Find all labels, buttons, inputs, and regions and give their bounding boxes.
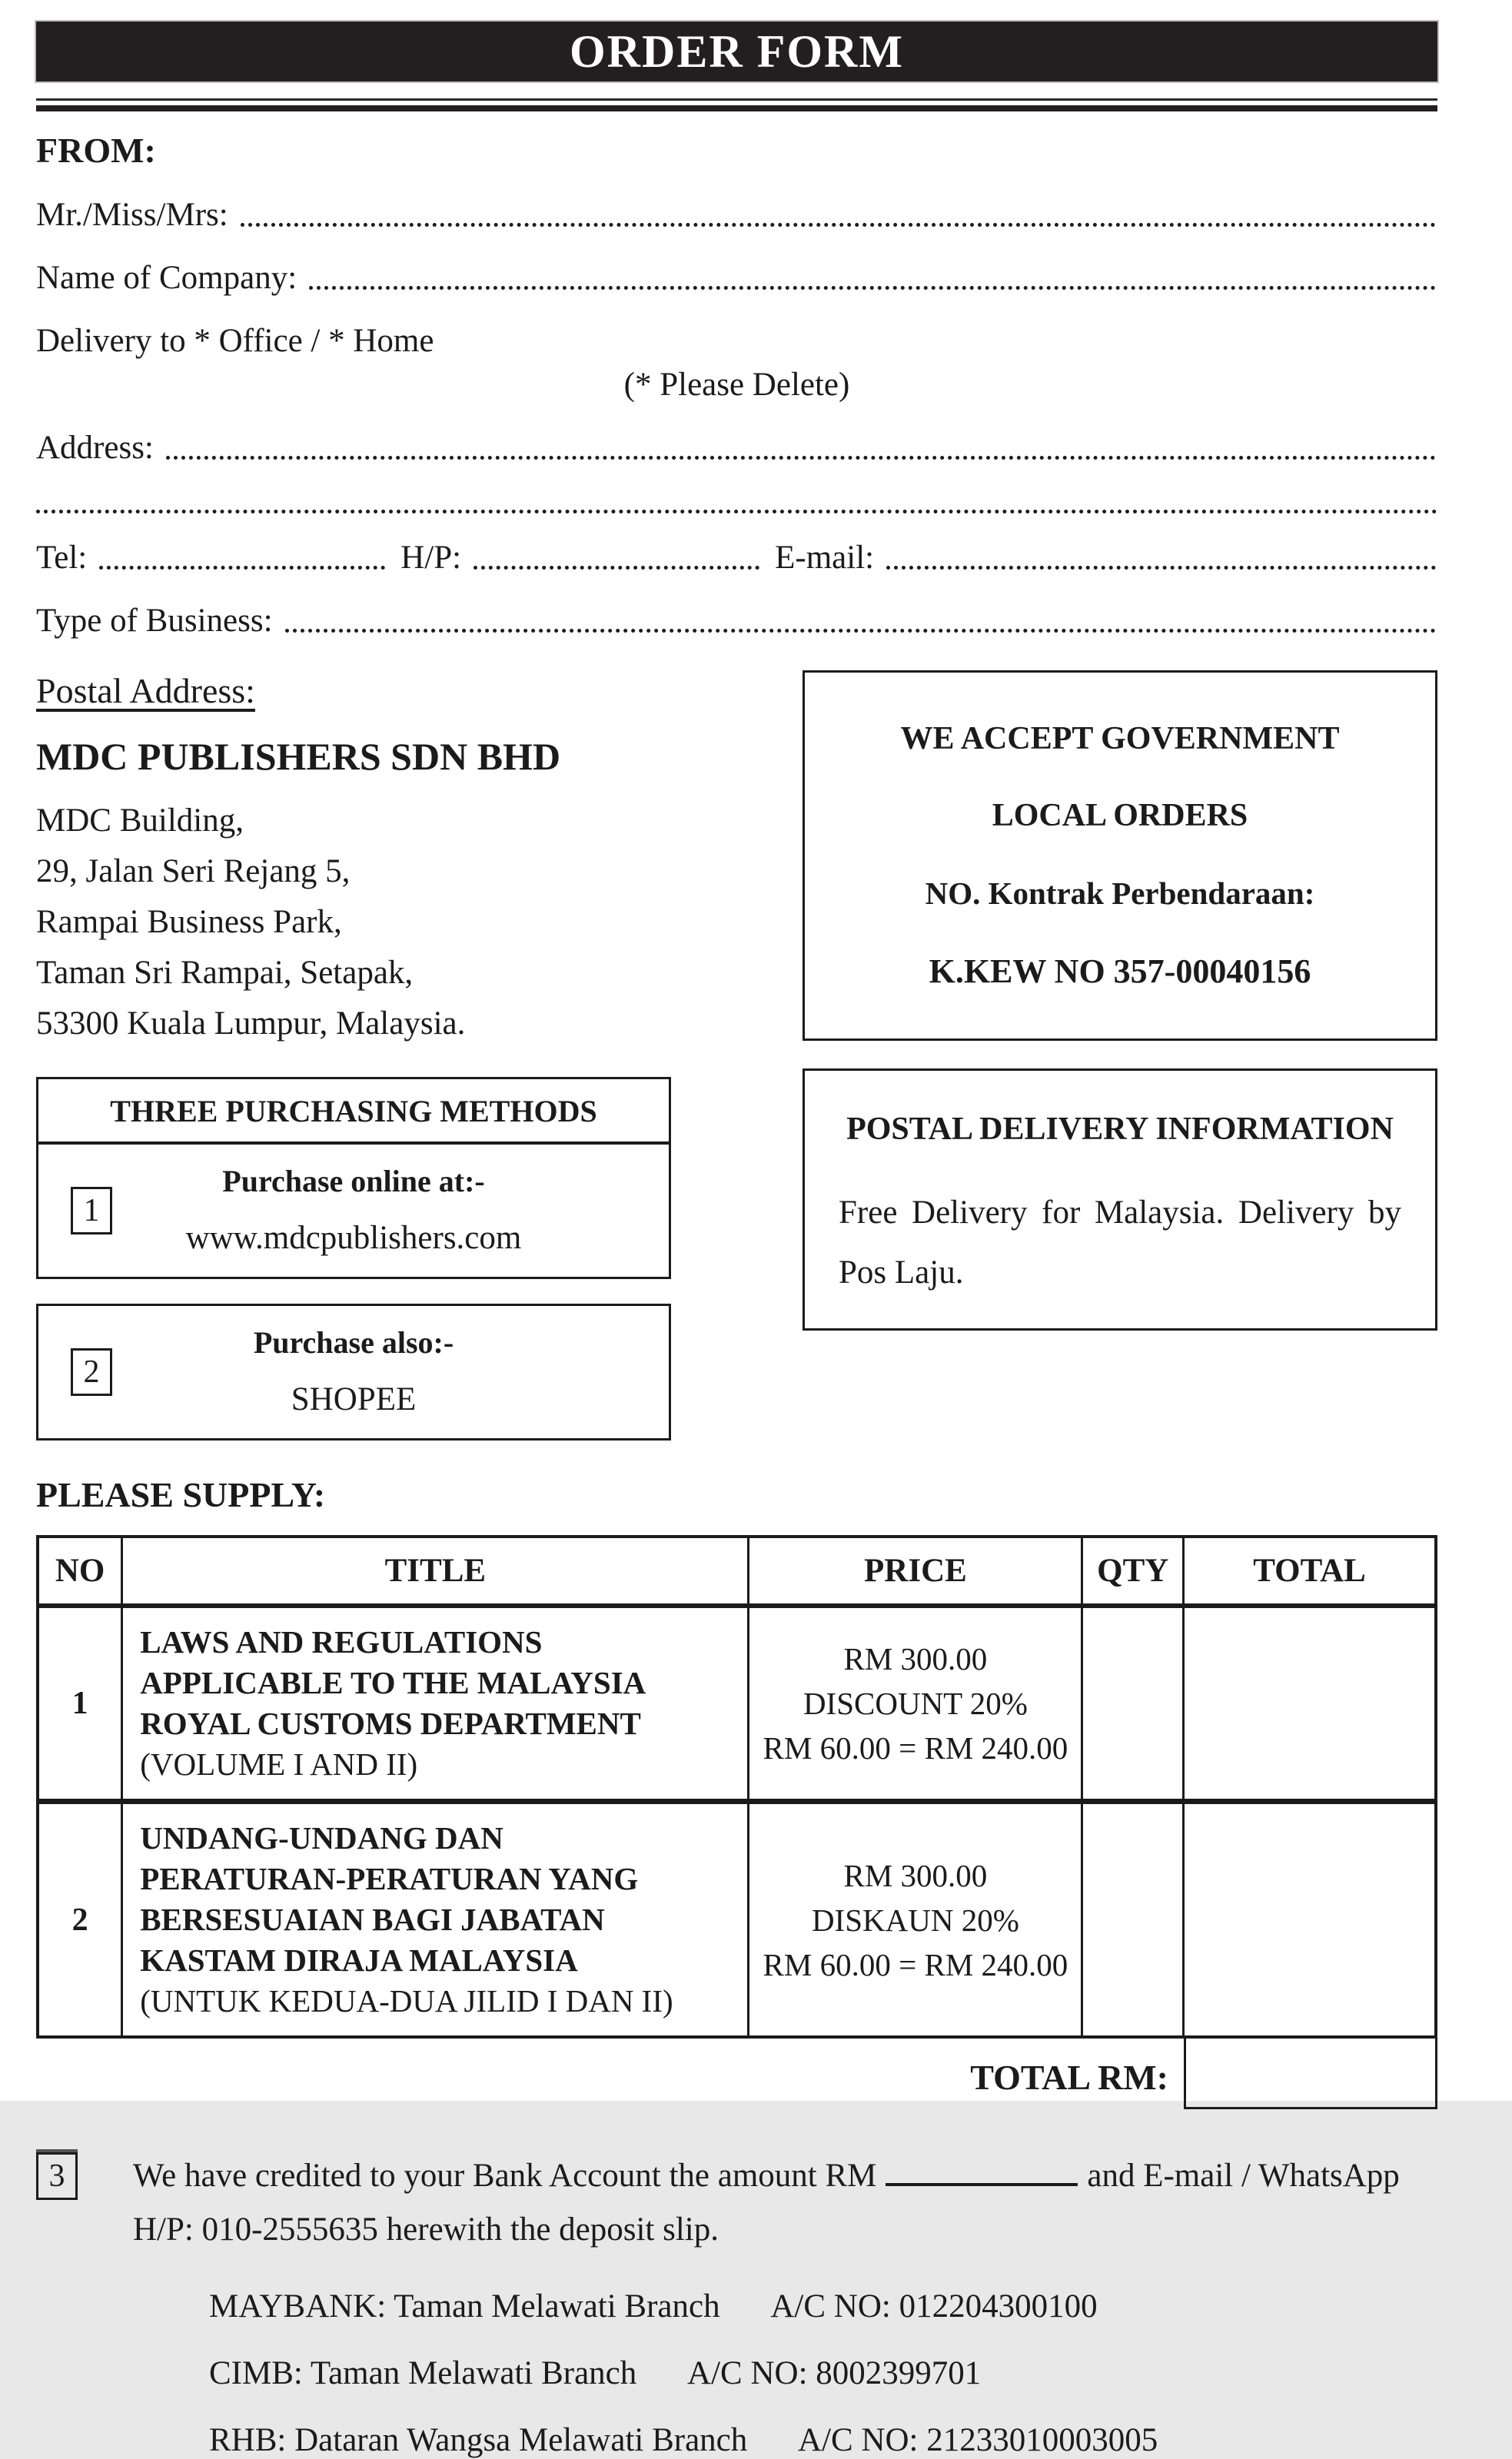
field-row-name bbox=[36, 196, 1437, 234]
table-row bbox=[38, 1606, 1436, 1802]
purchasing-method-2 bbox=[38, 1306, 669, 1438]
row-2-no: 2 bbox=[38, 1802, 122, 2038]
table-header-row bbox=[38, 1537, 1436, 1606]
bank-accounts-list bbox=[209, 2288, 1437, 2459]
publisher-address bbox=[36, 796, 671, 1049]
kontrak-label: NO. Kontrak Perbendaraan: bbox=[925, 875, 1315, 911]
row-2-total-cell[interactable] bbox=[1184, 1802, 1436, 2038]
grand-total-label: TOTAL RM: bbox=[970, 2057, 1168, 2097]
bank-account-number: A/C NO: 21233010003005 bbox=[798, 2422, 1158, 2458]
address-line: Rampai Business Park, bbox=[36, 904, 342, 940]
row-1-price-line: DISCOUNT 20% bbox=[803, 1686, 1028, 1721]
row-1-total-cell[interactable] bbox=[1184, 1606, 1436, 1802]
method-2-number-badge bbox=[71, 1348, 112, 1396]
row-1-title-line: APPLICABLE TO THE MALAYSIA bbox=[140, 1665, 646, 1700]
table-row bbox=[38, 1802, 1436, 2038]
purchasing-method-1 bbox=[38, 1145, 669, 1277]
hp-label: H/P: bbox=[400, 540, 462, 576]
address-line: MDC Building, bbox=[36, 802, 244, 839]
name-input-line[interactable] bbox=[241, 223, 1436, 227]
postal-delivery-text: Free Delivery for Malaysia. Delivery by Pos Laju. bbox=[839, 1195, 1401, 1291]
delivery-option-label[interactable]: Delivery to * Office / * Home bbox=[36, 323, 434, 359]
email-input-line[interactable] bbox=[886, 566, 1436, 570]
bank-name: RHB: Dataran Wangsa Melawati Branch bbox=[209, 2422, 748, 2458]
page-title: ORDER FORM bbox=[570, 25, 904, 77]
col-header-no: NO bbox=[38, 1537, 122, 1606]
bank-row-cimb bbox=[209, 2354, 1437, 2392]
purchasing-methods-box bbox=[36, 1077, 671, 1279]
field-row-business bbox=[36, 602, 1437, 640]
postal-delivery-heading: POSTAL DELIVERY INFORMATION bbox=[846, 1112, 1394, 1147]
please-supply-heading: PLEASE SUPPLY: bbox=[36, 1475, 326, 1514]
bank-row-rhb bbox=[209, 2421, 1437, 2459]
field-row-address bbox=[36, 429, 1437, 467]
method-3-number: 3 bbox=[48, 2158, 65, 2194]
row-2-title-line: BERSESUAIAN BAGI JABATAN bbox=[140, 1902, 605, 1937]
row-2-title-line: PERATURAN-PERATURAN YANG bbox=[140, 1861, 639, 1896]
row-1-no: 1 bbox=[38, 1606, 122, 1802]
address-label: Address: bbox=[36, 430, 154, 466]
payment-instructions bbox=[133, 2149, 1400, 2257]
row-1-title-note: (VOLUME I AND II) bbox=[140, 1746, 418, 1782]
grand-total-row bbox=[36, 2039, 1437, 2109]
col-header-price: PRICE bbox=[749, 1537, 1082, 1606]
bank-name: CIMB: Taman Melawati Branch bbox=[209, 2355, 637, 2391]
kkew-number: K.KEW NO 357-00040156 bbox=[929, 952, 1311, 990]
method-3-number-badge bbox=[36, 2152, 78, 2200]
col-header-total: TOTAL bbox=[1184, 1537, 1436, 1606]
method-1-number: 1 bbox=[83, 1193, 100, 1228]
row-1-title bbox=[122, 1606, 749, 1802]
row-2-price-line: RM 60.00 = RM 240.00 bbox=[763, 1946, 1068, 1982]
row-1-qty-cell[interactable] bbox=[1082, 1606, 1184, 1802]
payment-text-after-blank: and E-mail / WhatsApp bbox=[1087, 2158, 1400, 2194]
row-2-price-line: RM 300.00 bbox=[843, 1857, 988, 1893]
amount-blank-line[interactable] bbox=[886, 2160, 1078, 2186]
government-orders-line1: WE ACCEPT GOVERNMENT bbox=[900, 721, 1340, 757]
address-input-line-2[interactable] bbox=[36, 510, 1437, 513]
row-1-title-line: ROYAL CUSTOMS DEPARTMENT bbox=[140, 1706, 641, 1741]
field-row-company bbox=[36, 259, 1437, 297]
col-header-title: TITLE bbox=[122, 1537, 749, 1606]
method-2-number: 2 bbox=[83, 1354, 100, 1390]
purchasing-methods-heading: THREE PURCHASING METHODS bbox=[38, 1079, 669, 1145]
email-label: E-mail: bbox=[775, 540, 875, 576]
order-items-table bbox=[36, 1535, 1437, 2039]
field-row-contact bbox=[36, 539, 1437, 577]
payment-text-before-blank: We have credited to your Bank Account the amount RM bbox=[133, 2158, 877, 2194]
tel-input-line[interactable] bbox=[99, 566, 385, 570]
row-2-title-line: KASTAM DIRAJA MALAYSIA bbox=[140, 1942, 578, 1978]
address-line: 29, Jalan Seri Rejang 5, bbox=[36, 853, 351, 889]
col-header-qty: QTY bbox=[1082, 1537, 1184, 1606]
middle-section bbox=[36, 670, 1437, 1441]
postal-address-heading: Postal Address: bbox=[36, 671, 255, 710]
bank-row-maybank bbox=[209, 2288, 1437, 2325]
tel-label: Tel: bbox=[36, 540, 88, 576]
from-heading: FROM: bbox=[36, 131, 156, 170]
grand-total-box[interactable] bbox=[1184, 2039, 1437, 2109]
name-label: Mr./Miss/Mrs: bbox=[36, 197, 228, 233]
business-input-line[interactable] bbox=[285, 629, 1436, 633]
address-line: Taman Sri Rampai, Setapak, bbox=[36, 955, 414, 991]
row-2-title-line: UNDANG-UNDANG DAN bbox=[140, 1820, 503, 1856]
row-2-title bbox=[122, 1802, 749, 2038]
row-1-price-line: RM 300.00 bbox=[843, 1641, 988, 1676]
row-1-price bbox=[749, 1606, 1082, 1802]
address-line: 53300 Kuala Lumpur, Malaysia. bbox=[36, 1005, 466, 1042]
row-2-price-line: DISKAUN 20% bbox=[811, 1902, 1019, 1938]
purchasing-method-2-box bbox=[36, 1304, 671, 1441]
postal-delivery-box bbox=[803, 1068, 1437, 1331]
info-boxes-column bbox=[803, 670, 1437, 1441]
row-2-qty-cell[interactable] bbox=[1082, 1802, 1184, 2038]
payment-method-3 bbox=[36, 2149, 1437, 2257]
hp-input-line[interactable] bbox=[474, 566, 759, 570]
postal-address-column bbox=[36, 670, 671, 1441]
method-1-title: Purchase online at:- bbox=[222, 1164, 485, 1198]
field-row-delivery bbox=[36, 322, 1437, 360]
method-2-title: Purchase also:- bbox=[253, 1325, 454, 1360]
row-2-title-note: (UNTUK KEDUA-DUA JILID I DAN II) bbox=[140, 1983, 673, 2019]
address-input-line[interactable] bbox=[166, 456, 1436, 460]
government-orders-line2: LOCAL ORDERS bbox=[992, 798, 1248, 834]
please-delete-note: (* Please Delete) bbox=[623, 367, 850, 403]
title-banner bbox=[36, 22, 1437, 81]
method-2-detail: SHOPEE bbox=[291, 1381, 417, 1417]
method-1-number-badge bbox=[71, 1187, 112, 1234]
row-1-title-line: LAWS AND REGULATIONS bbox=[140, 1624, 543, 1660]
publisher-name: MDC PUBLISHERS SDN BHD bbox=[36, 735, 561, 778]
method-1-website-link[interactable]: www.mdcpublishers.com bbox=[185, 1220, 522, 1256]
payment-line2: H/P: 010-2555635 herewith the deposit slip. bbox=[133, 2211, 719, 2248]
government-orders-box bbox=[803, 670, 1437, 1041]
header-divider bbox=[36, 98, 1437, 111]
bank-account-number: A/C NO: 8002399701 bbox=[687, 2355, 982, 2391]
bank-name: MAYBANK: Taman Melawati Branch bbox=[209, 2288, 720, 2324]
row-1-price-line: RM 60.00 = RM 240.00 bbox=[763, 1730, 1068, 1766]
company-label: Name of Company: bbox=[36, 260, 297, 296]
row-2-price bbox=[749, 1802, 1082, 2038]
bank-account-number: A/C NO: 012204300100 bbox=[770, 2288, 1098, 2324]
business-label: Type of Business: bbox=[36, 603, 273, 639]
company-input-line[interactable] bbox=[309, 286, 1436, 290]
